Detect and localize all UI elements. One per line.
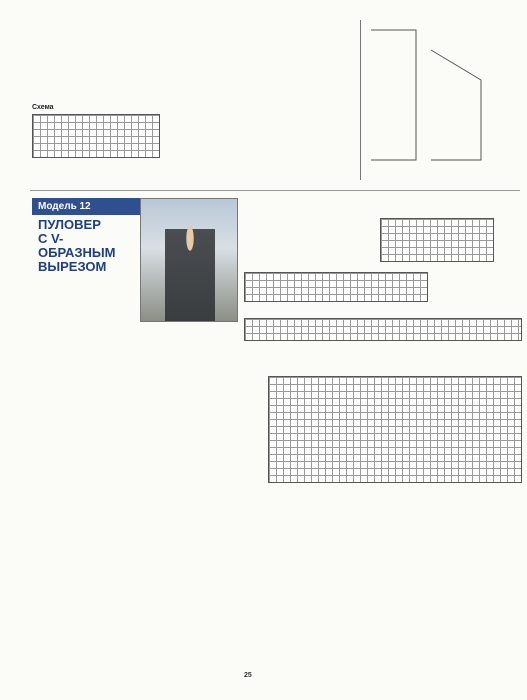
- top-middle-text: [165, 6, 315, 176]
- schema-chart-top-left: [32, 114, 160, 158]
- legend-text: [244, 498, 520, 666]
- body-left-text: [32, 330, 136, 665]
- section-divider: [30, 190, 520, 191]
- page-footer: [244, 672, 520, 692]
- schema3-chart: [268, 376, 522, 483]
- schema2-chart: [244, 272, 428, 302]
- body-middle-text: [142, 330, 238, 665]
- schema1-chart: [244, 318, 522, 341]
- title-line-2: С V-ОБРАЗНЫМ: [38, 231, 116, 260]
- right-top-text: [240, 198, 352, 258]
- page-number: 25: [244, 672, 252, 679]
- top-left-text: [32, 6, 150, 96]
- pattern-schematic: [360, 20, 506, 180]
- title-line-3: ВЫРЕЗОМ: [38, 259, 107, 274]
- model-title: [38, 218, 138, 274]
- schema4-chart: [380, 218, 494, 262]
- model-photo: [140, 198, 238, 322]
- model-photo-figure: [165, 203, 215, 321]
- model-banner: Модель 12: [32, 198, 148, 215]
- pattern-schematic-lines: [361, 20, 506, 180]
- title-line-1: ПУЛОВЕР: [38, 217, 101, 232]
- schema-label: Схема: [32, 104, 54, 111]
